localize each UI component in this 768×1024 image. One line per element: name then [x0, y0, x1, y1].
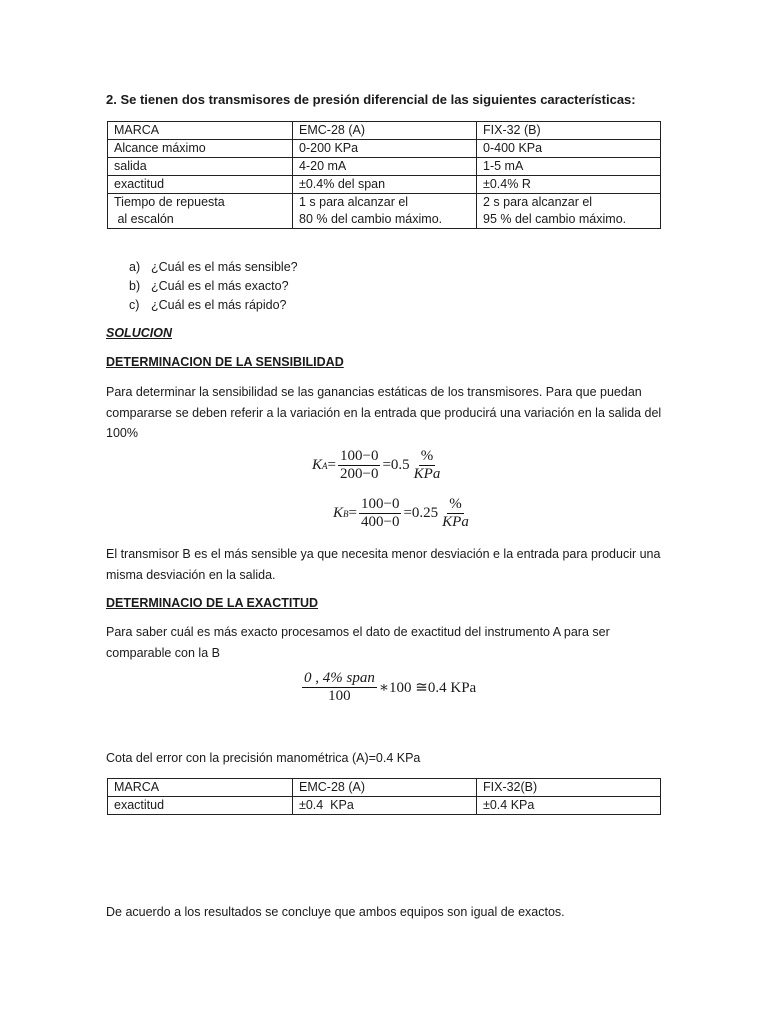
list-item — [129, 296, 298, 315]
table-header-cell: MARCA — [108, 122, 293, 140]
table-cell: salida — [108, 158, 293, 176]
eq-num: 0 , 4% span — [304, 670, 375, 686]
eq-num: 100−0 — [339, 448, 379, 464]
list-item-text: ¿Cuál es el más rápido? — [151, 298, 287, 312]
transmitter-specs-table — [107, 121, 661, 229]
list-item-text: ¿Cuál es el más exacto? — [151, 279, 289, 293]
eq-num: 100−0 — [360, 496, 400, 512]
table-cell — [477, 194, 661, 229]
eq-lhs: K — [333, 505, 344, 521]
list-item — [129, 277, 298, 296]
list-item-label: c) — [129, 298, 140, 312]
eq-den: 100 — [328, 688, 351, 704]
table-cell: exactitud — [108, 176, 293, 194]
table-cell: ±0.4% del span — [293, 176, 477, 194]
cell-line: 2 s para alcanzar el — [483, 195, 593, 209]
table-cell: ±0.4 KPa — [477, 797, 661, 815]
table-row — [108, 194, 661, 229]
table-header-cell: FIX-32 (B) — [477, 122, 661, 140]
equation-accuracy — [300, 670, 476, 705]
eq-unit — [440, 496, 471, 531]
eq-sub: A — [322, 460, 328, 471]
eq-result: =0.25 — [403, 505, 439, 521]
equation-kb: K B = $\frac{100-0}{400-0}$ =0.25 $\frac{\%}{\text{KPa}}$ — [333, 496, 469, 530]
eq-fraction — [302, 670, 377, 705]
table-header-cell: FIX-32(B) — [477, 779, 661, 797]
table-cell — [108, 194, 293, 229]
table-cell: 0-200 KPa — [293, 140, 477, 158]
table-cell: 0-400 KPa — [477, 140, 661, 158]
eq-unit — [412, 448, 443, 483]
table-row — [108, 140, 661, 158]
eq-den: 200−0 — [339, 466, 379, 482]
eq-lhs: K — [312, 457, 323, 473]
cell-line: 80 % del cambio máximo. — [299, 212, 443, 226]
question-list — [129, 258, 298, 315]
eq-fraction — [359, 496, 401, 531]
table-cell: ±0.4% R — [477, 176, 661, 194]
cell-line: 95 % del cambio máximo. — [483, 212, 627, 226]
accuracy-table — [107, 778, 661, 815]
eq-unit-den: KPa — [413, 466, 441, 482]
eq-fraction — [338, 448, 380, 483]
table-cell: ±0.4 KPa — [293, 797, 477, 815]
cell-line: al escalón — [114, 212, 174, 226]
cell-line: Tiempo de repuesta — [114, 195, 225, 209]
table-cell: 1-5 mA — [477, 158, 661, 176]
list-item-label: a) — [129, 260, 141, 274]
table-row — [108, 779, 661, 797]
list-item — [129, 258, 298, 277]
solution-heading: SOLUCION — [106, 326, 172, 340]
table-cell — [293, 194, 477, 229]
eq-unit-num: % — [449, 496, 462, 512]
accuracy-heading: DETERMINACIO DE LA EXACTITUD — [106, 596, 319, 610]
eq-rest: ∗100 ≅0.4 KPa — [378, 680, 477, 696]
cell-line: 1 s para alcanzar el — [299, 195, 409, 209]
eq-den: 400−0 — [360, 514, 400, 530]
table-row — [108, 797, 661, 815]
table-header-cell: MARCA — [108, 779, 293, 797]
eq-unit-num: % — [420, 448, 434, 464]
equation-ka: K A = $\frac{100-0}{200-0}$ =0.5 $\frac{\%}{\text{KPa}}$ — [312, 448, 441, 482]
table-row — [108, 176, 661, 194]
list-item-label: b) — [129, 279, 141, 293]
error-bound-text: Cota del error con la precisión manométrica (A)=0.4 KPa — [106, 751, 421, 765]
eq-sub: B — [343, 508, 349, 519]
table-header-cell: EMC-28 (A) — [293, 779, 477, 797]
question-title: 2. Se tienen dos transmisores de presión diferencial de las siguientes características: — [106, 92, 636, 107]
eq-result: =0.5 — [382, 457, 410, 473]
sensitivity-conclusion: El transmisor B es el más sensible ya que necesita menor desviación e la entrada para producir una misma desviación en la salida. — [106, 547, 661, 582]
sensitivity-paragraph: Para determinar la sensibilidad se las ganancias estáticas de los transmisores. Para que puedan compararse se deben referir a la variación en la entrada que producirá una variación en la salida del 100% — [106, 385, 662, 440]
table-cell: Alcance máximo — [108, 140, 293, 158]
accuracy-conclusion: De acuerdo a los resultados se concluye que ambos equipos son igual de exactos. — [106, 905, 565, 919]
table-cell: exactitud — [108, 797, 293, 815]
table-row — [108, 158, 661, 176]
table-header-cell: EMC-28 (A) — [293, 122, 477, 140]
accuracy-paragraph: Para saber cuál es más exacto procesamos el dato de exactitud del instrumento A para ser comparable con la B — [106, 625, 610, 660]
table-cell: 4-20 mA — [293, 158, 477, 176]
sensitivity-heading: DETERMINACION DE LA SENSIBILIDAD — [106, 355, 344, 369]
eq-unit-den: KPa — [442, 514, 469, 530]
list-item-text: ¿Cuál es el más sensible? — [151, 260, 298, 274]
table-row — [108, 122, 661, 140]
